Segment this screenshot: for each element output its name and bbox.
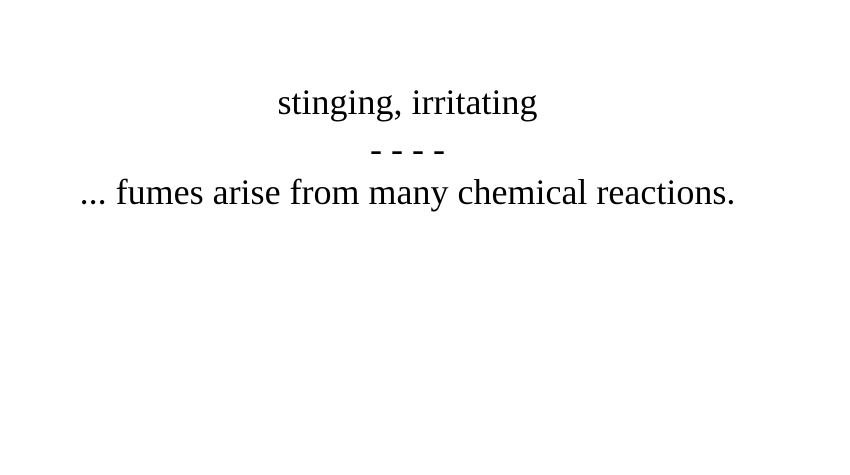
separator: - - - - — [370, 129, 445, 169]
definition-text: stinging, irritating — [277, 82, 538, 122]
example-sentence: ... fumes arise from many chemical reactions. — [79, 172, 736, 212]
